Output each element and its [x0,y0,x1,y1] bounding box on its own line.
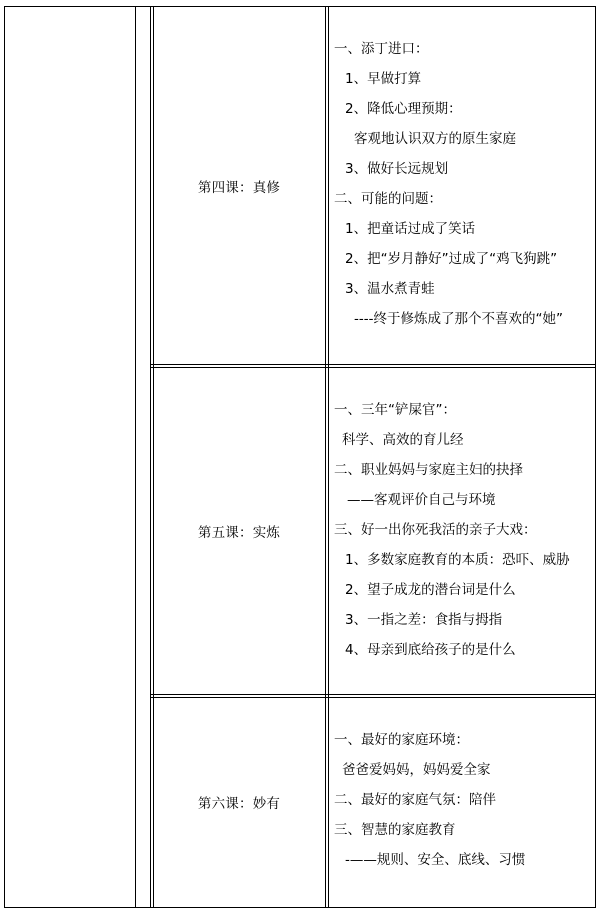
lesson-content-5 [334,395,592,665]
lesson-title-text: 第四课：真修 [197,180,281,196]
lesson-title-6 [152,697,326,907]
list-item: 3、一指之差：食指与拇指 [345,612,503,628]
list-item: 二、职业妈妈与家庭主妇的抉择 [334,462,523,478]
list-item: 2、降低心理预期： [345,101,462,117]
list-item: 三、智慧的家庭教育 [334,822,456,838]
list-item: 一、最好的家庭环境： [334,732,469,748]
list-item: 1、把童话过成了笑话 [345,221,476,237]
list-item: 3、温水煮青蛙 [345,281,435,297]
list-item: 客观地认识双方的原生家庭 [354,131,516,147]
lesson-content-4 [334,34,592,334]
list-item: 三、好一出你死我活的亲子大戏： [334,522,537,538]
list-item: 2、望子成龙的潜台词是什么 [345,582,516,598]
list-item: ——客观评价自己与环境 [347,492,496,508]
list-item: -——规则、安全、底线、习惯 [345,852,526,868]
lesson-title-text: 第五课：实炼 [197,524,281,541]
lesson-title-4 [152,8,326,364]
list-item: 一、添丁进口： [334,41,429,57]
list-item: 一、三年“铲屎官”： [334,402,456,418]
list-item: 2、把“岁月静好”过成了“鸡飞狗跳” [345,251,558,267]
lesson-content-6 [334,725,592,875]
column-divider-left [135,6,136,908]
list-item: 4、母亲到底给孩子的是什么 [345,642,516,658]
list-item: 二、可能的问题： [334,191,442,207]
list-item: 爸爸爱妈妈，妈妈爱全家 [342,762,491,778]
list-item: 3、做好长远规划 [345,161,449,177]
lesson-title-5 [152,367,326,694]
list-item: 科学、高效的育儿经 [342,432,464,448]
list-item: 1、多数家庭教育的本质：恐吓、威胁 [345,552,570,568]
list-item: ----终于修炼成了那个不喜欢的“她” [354,311,563,327]
lesson-title-text: 第六课：妙有 [197,796,281,812]
list-item: 1、早做打算 [345,71,422,87]
list-item: 二、最好的家庭气氛：陪伴 [334,792,496,808]
